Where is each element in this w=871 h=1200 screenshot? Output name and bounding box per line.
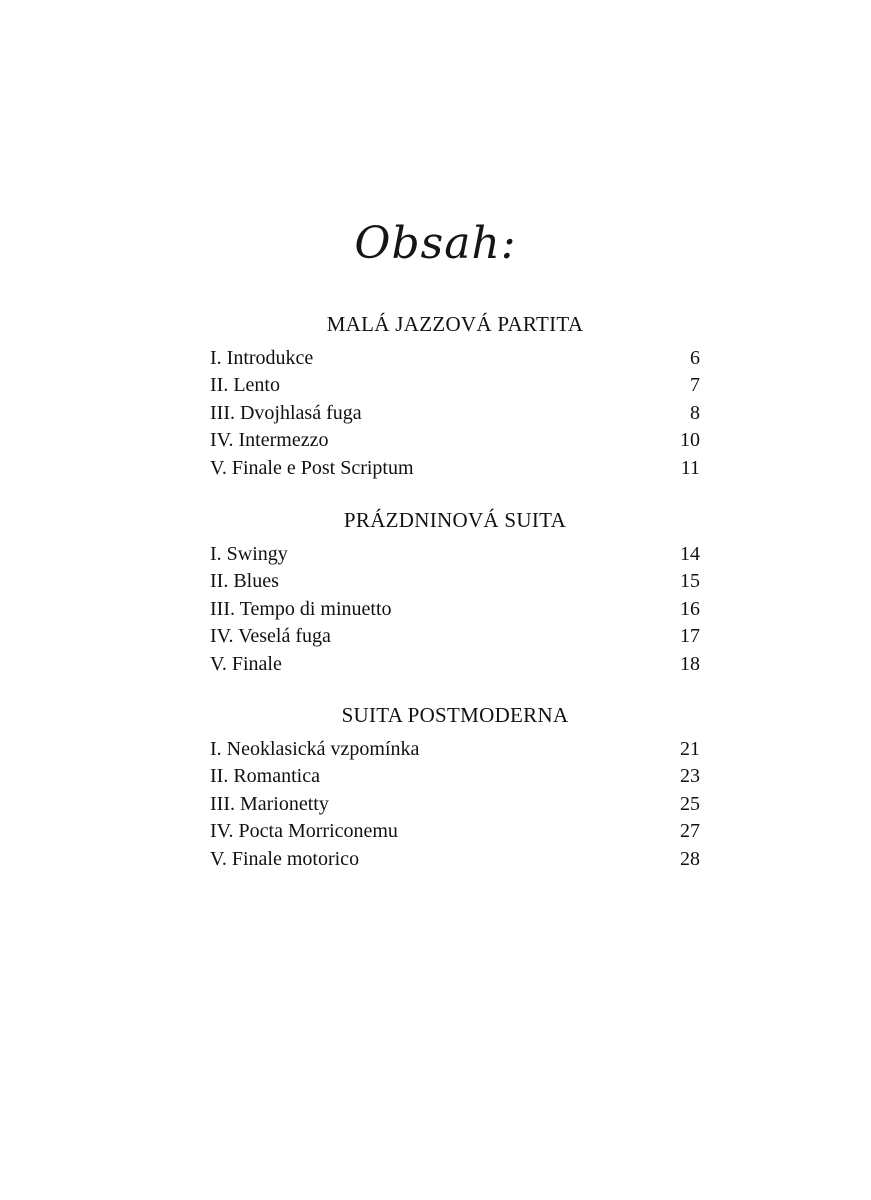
toc-section: [210, 505, 700, 678]
toc-entry-page: 15: [680, 570, 700, 593]
section-heading: PRÁZDNINOVÁ SUITA: [343, 508, 567, 532]
toc-entry-page: 11: [680, 456, 700, 479]
toc-entry-label: I. Neoklasická vzpomínka: [210, 738, 420, 760]
toc-entry: [210, 372, 700, 399]
toc-entry-label: I. Swingy: [210, 543, 288, 565]
toc-entry-page: 17: [680, 625, 700, 648]
toc-entry-page: 6: [690, 347, 700, 369]
toc-entry: [210, 400, 700, 427]
toc-entry: [210, 596, 700, 623]
toc-entry: [210, 568, 700, 595]
toc-entry: [210, 541, 700, 568]
toc-entry-label: III. Tempo di minuetto: [210, 597, 392, 620]
toc-entry-label: II. Lento: [210, 374, 280, 397]
toc-entry-page: 21: [680, 738, 700, 760]
toc-entry: [210, 455, 700, 482]
toc-entry-page: 27: [680, 820, 700, 843]
toc-entry-label: II. Romantica: [210, 765, 320, 788]
toc-list: [210, 736, 700, 873]
toc-entry-page: 16: [680, 597, 700, 620]
toc-section: [210, 700, 700, 873]
toc-entry-label: V. Finale motorico: [210, 847, 360, 870]
toc-entry: [210, 427, 700, 454]
toc-entry: [210, 846, 700, 873]
page-title: Obsah:: [354, 218, 517, 269]
toc-entry-label: V. Finale e Post Scriptum: [210, 456, 414, 479]
toc-entry: [210, 736, 700, 763]
toc-entry-page: 10: [680, 429, 700, 452]
toc-entry-page: 14: [680, 543, 700, 565]
toc-entry: [210, 623, 700, 650]
toc-entry: [210, 345, 700, 372]
toc-section: [210, 309, 700, 482]
toc-list: [210, 345, 700, 482]
toc-entry-page: 25: [680, 792, 700, 815]
toc-entry: [210, 651, 700, 678]
toc-entry-page: 7: [690, 374, 700, 397]
toc-entry-label: II. Blues: [210, 570, 279, 593]
toc-entry: [210, 818, 700, 845]
toc-entry: [210, 791, 700, 818]
toc-entry-page: 8: [690, 401, 700, 424]
toc-entry-label: III. Marionetty: [210, 792, 329, 815]
section-heading: MALÁ JAZZOVÁ PARTITA: [326, 312, 584, 336]
toc-entry-page: 23: [680, 765, 700, 788]
toc-entry-label: IV. Veselá fuga: [210, 625, 331, 648]
section-heading: SUITA POSTMODERNA: [341, 703, 569, 727]
toc-entry: [210, 763, 700, 790]
toc-list: [210, 541, 700, 678]
toc-entry-label: V. Finale: [210, 652, 282, 675]
toc-entry-label: IV. Pocta Morriconemu: [210, 820, 398, 843]
toc-entry-label: IV. Intermezzo: [210, 429, 329, 452]
toc-entry-label: III. Dvojhlasá fuga: [210, 401, 362, 424]
toc-entry-page: 28: [680, 847, 700, 870]
toc-entry-page: 18: [680, 652, 700, 675]
toc-entry-label: I. Introdukce: [210, 347, 314, 369]
